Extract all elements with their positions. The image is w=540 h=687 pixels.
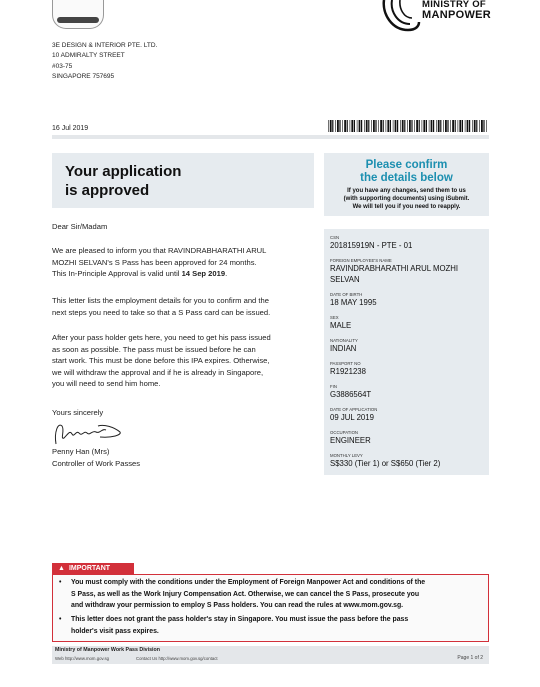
detail-date-of-birth	[330, 292, 377, 309]
ministry-name	[422, 0, 491, 20]
detail-sex	[330, 315, 351, 332]
paragraph-line: as soon as possible. The pass must be issued before he can	[52, 344, 256, 354]
company-address	[52, 41, 157, 82]
detail-value: ENGINEER	[330, 436, 371, 445]
detail-label: FIN	[330, 384, 337, 389]
confirm-heading-line-1: Please confirm	[365, 159, 448, 171]
confirm-instruction-line: If you have any changes, send them to us	[347, 188, 466, 194]
detail-value: INDIAN	[330, 344, 357, 353]
confirm-instruction-line: (with supporting documents) using iSubmit.	[343, 196, 470, 202]
detail-value: RAVINDRABHARATHI ARUL MOZHI	[330, 264, 459, 273]
important-line: This letter does not grant the pass holder's stay in Singapore. You must issue the pass before the pass	[71, 616, 409, 623]
important-item-stay	[59, 614, 479, 637]
detail-label: NATIONALITY	[330, 338, 358, 343]
paragraph-line: next steps you need to take so that a S Pass card can be issued.	[52, 307, 271, 317]
confirm-heading	[324, 159, 489, 184]
detail-employee-name	[330, 258, 458, 285]
paragraph-line: start work. This must be done before this IPA expires. Otherwise,	[52, 356, 270, 366]
paragraph-next-steps	[52, 295, 314, 318]
detail-label: FOREIGN EMPLOYEE'S NAME	[330, 258, 392, 263]
important-line: You must comply with the conditions under the Employment of Foreign Manpower Act and conditions of the	[71, 579, 426, 586]
important-item-compliance	[59, 577, 479, 612]
paragraph-line: We are pleased to inform you that RAVINDRABHARATHI ARUL	[52, 246, 267, 255]
footer-division: Ministry of Manpower Work Pass Division	[55, 647, 160, 653]
detail-occupation	[330, 430, 371, 447]
detail-value: 18 MAY 1995	[330, 298, 377, 307]
footer-page-number: Page 1 of 2	[457, 655, 483, 661]
address-line: 10 ADMIRALTY STREET	[52, 52, 125, 60]
important-label: IMPORTANT	[68, 565, 111, 572]
application-approved-box	[52, 153, 314, 208]
ministry-line-1: MINISTRY OF	[422, 0, 486, 10]
confirm-heading-line-2: the details below	[360, 171, 453, 184]
paragraph-approval	[52, 245, 314, 280]
handwritten-signature	[52, 418, 128, 448]
validity-text: This In-Principle Approval is valid until	[52, 269, 182, 279]
letter-date: 16 Jul 2019	[52, 125, 89, 132]
confirm-instruction-line: We will tell you if you need to reapply.	[352, 204, 461, 210]
detail-label: MONTHLY LEVY	[330, 453, 363, 458]
detail-value: S$330 (Tier 1) or S$650 (Tier 2)	[330, 459, 441, 468]
detail-value: G3886564T	[330, 390, 372, 399]
important-line: and withdraw your permission to employ S Pass holders. You can read the rules at www.mom.gov.sg.	[71, 602, 404, 610]
confirm-details-box	[324, 153, 489, 216]
employment-details-panel	[324, 229, 489, 475]
closing: Yours sincerely	[52, 408, 104, 417]
detail-value: 201815919N - PTE - 01	[330, 241, 413, 250]
ministry-line-2: MANPOWER	[422, 9, 492, 21]
validity-period: .	[225, 269, 228, 279]
detail-value: MALE	[330, 321, 352, 330]
address-line: 3E DESIGN & INTERIOR PTE. LTD.	[52, 42, 158, 49]
detail-label: SEX	[330, 315, 339, 320]
detail-label: DATE OF BIRTH	[330, 292, 363, 297]
detail-value: R1921238	[330, 367, 366, 376]
detail-csn	[330, 235, 412, 252]
paragraph-line	[52, 268, 314, 280]
footer-web-link[interactable]: Web http://www.mom.gov.sg	[55, 656, 110, 661]
paragraph-line: we will withdraw the approval and if he is already in Singapore,	[52, 367, 264, 377]
detail-monthly-levy	[330, 453, 440, 470]
bullet-icon: •	[59, 616, 62, 623]
detail-label: OCCUPATION	[330, 430, 359, 435]
detail-nationality	[330, 338, 358, 355]
salutation: Dear Sir/Madam	[52, 222, 108, 231]
address-line: SINGAPORE 757695	[52, 72, 115, 80]
important-notice-box	[52, 574, 489, 642]
detail-date-of-application	[330, 407, 377, 424]
paragraph-line: This letter lists the employment details for you to confirm and the	[52, 296, 269, 305]
paragraph-line: After your pass holder gets here, you need to get his pass issued	[52, 333, 271, 342]
signatory-title: Controller of Work Passes	[52, 458, 141, 468]
detail-value: SELVAN	[330, 274, 360, 284]
valid-until-date: 14 Sep 2019	[181, 269, 226, 279]
signatory	[52, 446, 314, 469]
warning-icon: ▲	[58, 565, 65, 572]
paragraph-line: MOZHI SELVAN's S Pass has been approved for 24 months.	[52, 257, 257, 267]
detail-value: 09 JUL 2019	[330, 413, 374, 422]
footer-contact-link[interactable]: Contact Us http://www.mom.gov.sg/contact	[136, 656, 218, 661]
signatory-name: Penny Han (Mrs)	[52, 447, 110, 456]
confirm-instructions	[324, 187, 489, 211]
header-divider	[52, 135, 489, 139]
important-line: S Pass, as well as the Work Injury Compensation Act. Otherwise, we can cancel the S Pass, prosecute you	[71, 590, 420, 598]
singapore-crest-logo	[52, 0, 104, 29]
detail-label: PASSPORT NO	[330, 361, 361, 366]
detail-fin	[330, 384, 371, 401]
approved-heading-line-2: is approved	[65, 182, 150, 199]
bullet-icon: •	[59, 579, 62, 586]
paragraph-line: you will need to send him home.	[52, 379, 161, 389]
detail-label: CSN	[330, 235, 340, 240]
approved-heading	[65, 162, 181, 200]
important-line: holder's visit pass expires.	[71, 627, 159, 635]
paragraph-issue-pass	[52, 332, 314, 390]
address-line: #03-75	[52, 62, 73, 70]
page-footer	[52, 646, 489, 664]
detail-label: DATE OF APPLICATION	[330, 407, 378, 412]
barcode	[328, 120, 489, 132]
approved-heading-line-1: Your application	[65, 163, 182, 180]
detail-passport-no	[330, 361, 366, 378]
